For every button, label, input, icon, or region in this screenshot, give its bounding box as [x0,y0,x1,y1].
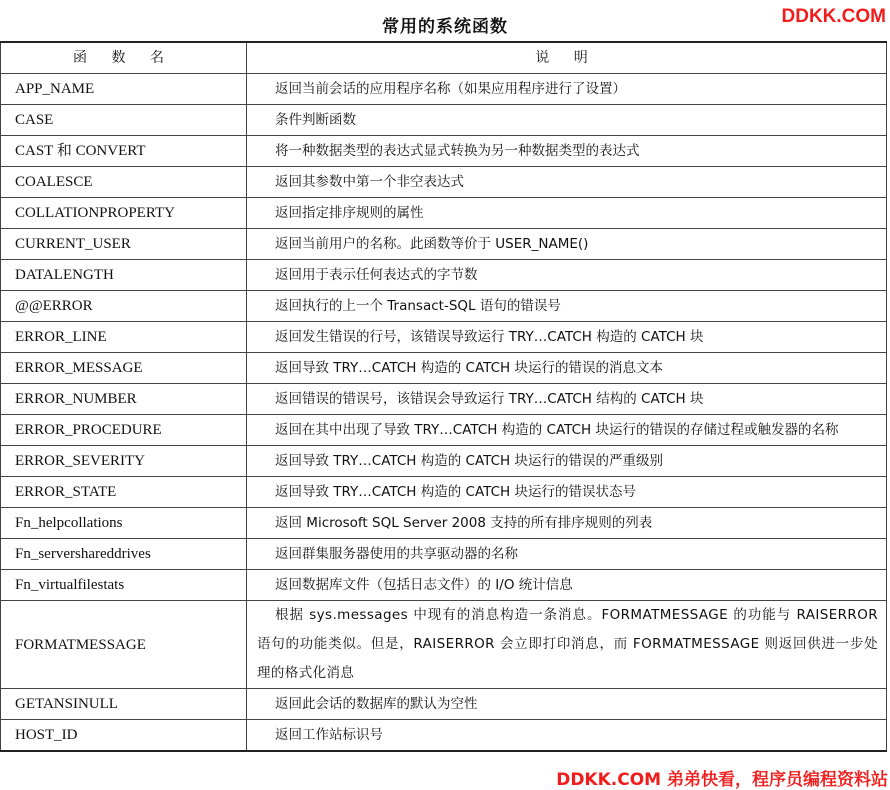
function-name: COALESCE [1,167,247,198]
function-name: ERROR_NUMBER [1,384,247,415]
function-name: @@ERROR [1,291,247,322]
function-name: ERROR_SEVERITY [1,446,247,477]
function-name: DATALENGTH [1,260,247,291]
function-description: 返回 Microsoft SQL Server 2008 支持的所有排序规则的列表 [247,508,887,539]
function-description: 返回其参数中第一个非空表达式 [247,167,887,198]
function-description: 返回当前用户的名称。此函数等价于 USER_NAME() [247,229,887,260]
table-row [1,229,887,260]
table-row [1,260,887,291]
header-function-name: 函 数 名 [1,42,247,74]
function-name: CURRENT_USER [1,229,247,260]
function-description: 返回导致 TRY…CATCH 构造的 CATCH 块运行的错误的消息文本 [247,353,887,384]
table-row [1,74,887,105]
table-row [1,322,887,353]
function-name: APP_NAME [1,74,247,105]
header-description: 说 明 [247,42,887,74]
function-name: CASE [1,105,247,136]
function-table-container [0,41,890,752]
table-row [1,105,887,136]
function-description: 返回当前会话的应用程序名称（如果应用程序进行了设置） [247,74,887,105]
table-row [1,570,887,601]
function-name: FORMATMESSAGE [1,601,247,689]
function-description: 返回导致 TRY…CATCH 构造的 CATCH 块运行的错误的严重级别 [247,446,887,477]
table-row [1,446,887,477]
function-description: 返回群集服务器使用的共享驱动器的名称 [247,539,887,570]
table-row [1,477,887,508]
table-row [1,415,887,446]
function-description: 返回在其中出现了导致 TRY…CATCH 构造的 CATCH 块运行的错误的存储过程或触发器的名称 [247,415,887,446]
function-description: 返回此会话的数据库的默认为空性 [247,689,887,720]
function-name: ERROR_MESSAGE [1,353,247,384]
watermark-top: DDKK.COM [781,6,886,27]
table-row [1,539,887,570]
watermark-bottom: DDKK.COM 弟弟快看，程序员编程资料站 [556,770,888,790]
function-name: CAST 和 CONVERT [1,136,247,167]
function-name: ERROR_PROCEDURE [1,415,247,446]
function-name: Fn_servershareddrives [1,539,247,570]
table-row [1,136,887,167]
table-row [1,601,887,689]
function-description: 返回发生错误的行号，该错误导致运行 TRY…CATCH 构造的 CATCH 块 [247,322,887,353]
function-description: 返回用于表示任何表达式的字节数 [247,260,887,291]
function-description: 返回数据库文件（包括日志文件）的 I/O 统计信息 [247,570,887,601]
function-description: 返回工作站标识号 [247,720,887,752]
function-table [0,41,887,752]
table-row [1,353,887,384]
function-name: Fn_helpcollations [1,508,247,539]
function-name: COLLATIONPROPERTY [1,198,247,229]
table-row [1,508,887,539]
function-description: 根据 sys.messages 中现有的消息构造一条消息。FORMATMESSAGE 的功能与 RAISERROR 语句的功能类似。但是，RAISERROR 会立即打印消息，而 FORMATMESSAGE 则返回供进一步处理的格式化消息 [247,601,887,689]
function-description: 返回错误的错误号，该错误会导致运行 TRY…CATCH 结构的 CATCH 块 [247,384,887,415]
function-name: Fn_virtualfilestats [1,570,247,601]
function-name: ERROR_STATE [1,477,247,508]
function-name: GETANSINULL [1,689,247,720]
table-header-row [1,42,887,74]
table-row [1,720,887,752]
function-name: HOST_ID [1,720,247,752]
table-row [1,689,887,720]
function-description: 返回导致 TRY…CATCH 构造的 CATCH 块运行的错误状态号 [247,477,887,508]
table-row [1,198,887,229]
table-row [1,384,887,415]
function-description: 返回指定排序规则的属性 [247,198,887,229]
function-description: 将一种数据类型的表达式显式转换为另一种数据类型的表达式 [247,136,887,167]
function-description: 返回执行的上一个 Transact-SQL 语句的错误号 [247,291,887,322]
function-name: ERROR_LINE [1,322,247,353]
table-title: 常用的系统函数 [382,17,508,37]
table-row [1,167,887,198]
function-description: 条件判断函数 [247,105,887,136]
table-row [1,291,887,322]
